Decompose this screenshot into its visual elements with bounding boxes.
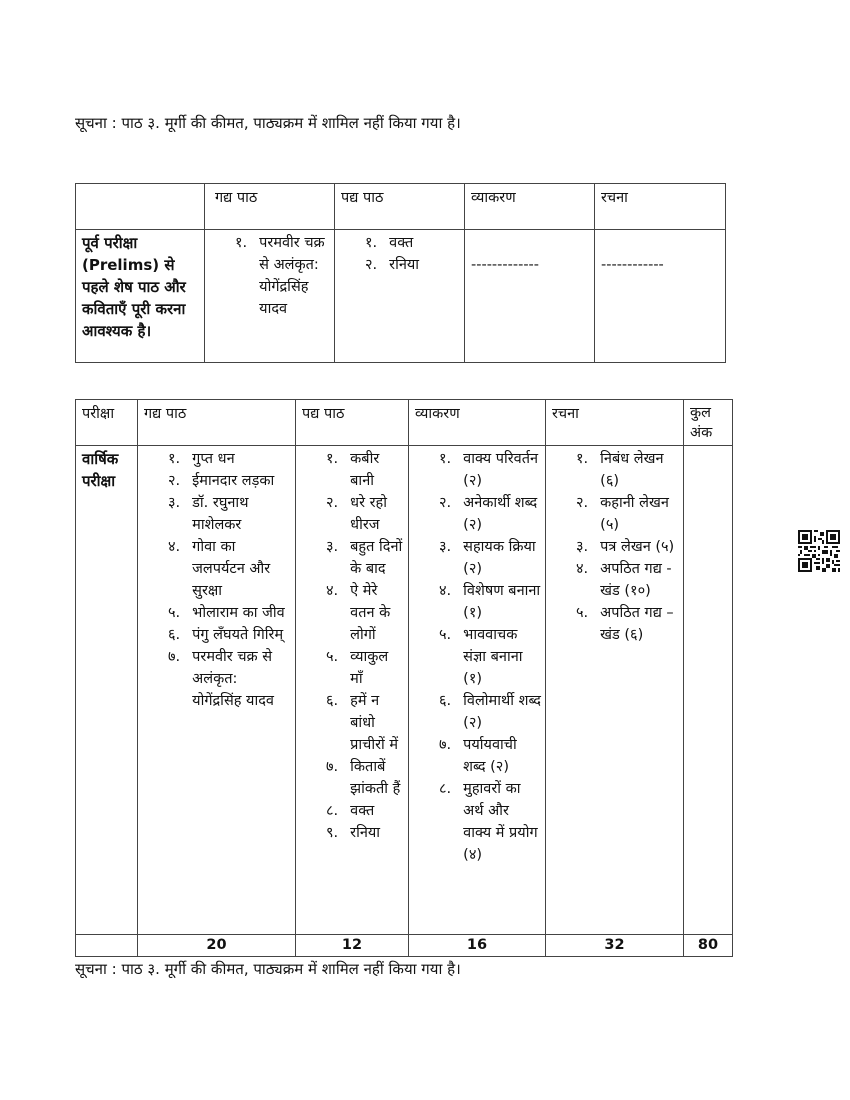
t1-row-label: पूर्व परीक्षा (Prelims) से पहले शेष पाठ और कविताएँ पूरी करना आवश्यक है।: [76, 230, 205, 363]
list-item: ५. भोलाराम का जीव: [168, 605, 285, 621]
list-item: १. वक्त: [365, 235, 414, 251]
t2-row-label: वार्षिक परीक्षा: [76, 446, 138, 935]
list-item: १. कबीर बानी: [326, 451, 380, 489]
bottom-note: सूचना : पाठ ३. मूर्गी की कीमत, पाठ्यक्रम में शामिल नहीं किया गया है।: [75, 960, 461, 978]
list-item: ७. किताबें झांकती हैं: [326, 759, 401, 797]
list-item: २. कहानी लेखन (५): [576, 495, 669, 533]
list-item: ४. विशेषण बनाना (१): [439, 583, 541, 621]
list-item: ६. विलोमार्थी शब्द (२): [439, 693, 542, 731]
list-item: ३. सहायक क्रिया (२): [439, 539, 536, 577]
t1-rachna-cell: [595, 230, 726, 363]
list-item: ५. व्याकुल माँ: [326, 649, 389, 687]
t2-rachna-cell: [546, 446, 684, 935]
list-item: ३. पत्र लेखन (५): [576, 539, 675, 555]
t2-kul-ank-cell: [684, 446, 733, 935]
list-item: २. रनिया: [365, 257, 420, 273]
annual-table: [75, 399, 733, 957]
list-item: १. परमवीर चक्र से अलंकृत: योगेंद्रसिंह यादव: [235, 235, 325, 317]
t2-header-rachna: रचना: [546, 400, 684, 446]
list-item: ७. पर्यायवाची शब्द (२): [439, 737, 517, 775]
list-item: ३. डॉ. रघुनाथ माशेलकर: [168, 495, 249, 533]
prelims-table: [75, 183, 726, 363]
t2-rachna-list: [576, 448, 679, 646]
total-gadya: 20: [138, 935, 296, 957]
total-vyakaran: 16: [409, 935, 546, 957]
t2-vyakaran-list: [439, 448, 541, 866]
list-item: ६. हमें न बांधो प्राचीरों में: [326, 693, 399, 753]
t1-header-gadya: गद्य पाठ: [205, 184, 335, 230]
t1-header-rachna: रचना: [595, 184, 726, 230]
t2-vyakaran-cell: [409, 446, 546, 935]
t1-vyakaran-cell: [465, 230, 595, 363]
list-item: ५. भाववाचक संज्ञा बनाना (१): [439, 627, 523, 687]
t2-padya-cell: [296, 446, 409, 935]
list-item: ६. पंगु लँघयते गिरिम्: [168, 627, 284, 643]
total-kul-ank: 80: [684, 935, 733, 957]
total-rachna: 32: [546, 935, 684, 957]
t1-gadya-cell: [205, 230, 335, 363]
t2-header-pariksha: परीक्षा: [76, 400, 138, 446]
t2-header-gadya: गद्य पाठ: [138, 400, 296, 446]
list-item: १. निबंध लेखन (६): [576, 451, 664, 489]
t1-rachna-dash: ------------: [601, 257, 664, 273]
t1-header-padya: पद्य पाठ: [335, 184, 465, 230]
t1-header-vyakaran: व्याकरण: [465, 184, 595, 230]
list-item: ३. बहुत दिनों के बाद: [326, 539, 403, 577]
t1-padya-cell: [335, 230, 465, 363]
t2-header-padya: पद्य पाठ: [296, 400, 409, 446]
t1-vyakaran-dash: -------------: [471, 257, 540, 273]
list-item: ८. वक्त: [326, 803, 375, 819]
list-item: ८. मुहावरों का अर्थ और वाक्य में प्रयोग (४): [439, 781, 538, 863]
t2-header-kul-ank: कुल अंक: [684, 400, 733, 446]
list-item: ४. गोवा का जलपर्यटन और सुरक्षा: [168, 539, 271, 599]
list-item: ७. परमवीर चक्र से अलंकृत: योगेंद्रसिंह यादव: [168, 649, 274, 709]
list-item: ४. अपठित गद्य - खंड (१०): [576, 561, 672, 599]
top-note: सूचना : पाठ ३. मूर्गी की कीमत, पाठ्यक्रम में शामिल नहीं किया गया है।: [75, 114, 461, 132]
total-label: [76, 935, 138, 957]
list-item: ४. ऐ मेरे वतन के लोगों: [326, 583, 391, 643]
t1-header-empty: [76, 184, 205, 230]
t1-gadya-list: [235, 232, 328, 320]
list-item: २. अनेकार्थी शब्द (२): [439, 495, 538, 533]
list-item: १. वाक्य परिवर्तन (२): [439, 451, 539, 489]
list-item: २. धरे रहो धीरज: [326, 495, 387, 533]
t2-header-vyakaran: व्याकरण: [409, 400, 546, 446]
t2-padya-list: [326, 448, 404, 844]
t1-padya-list: [365, 232, 458, 276]
list-item: १. गुप्त धन: [168, 451, 235, 467]
total-padya: 12: [296, 935, 409, 957]
list-item: ५. अपठित गद्य – खंड (६): [576, 605, 674, 643]
list-item: २. ईमानदार लड़का: [168, 473, 275, 489]
qr-code-icon: [798, 530, 840, 572]
list-item: ९. रनिया: [326, 825, 381, 841]
t2-gadya-list: [168, 448, 291, 712]
t2-gadya-cell: [138, 446, 296, 935]
